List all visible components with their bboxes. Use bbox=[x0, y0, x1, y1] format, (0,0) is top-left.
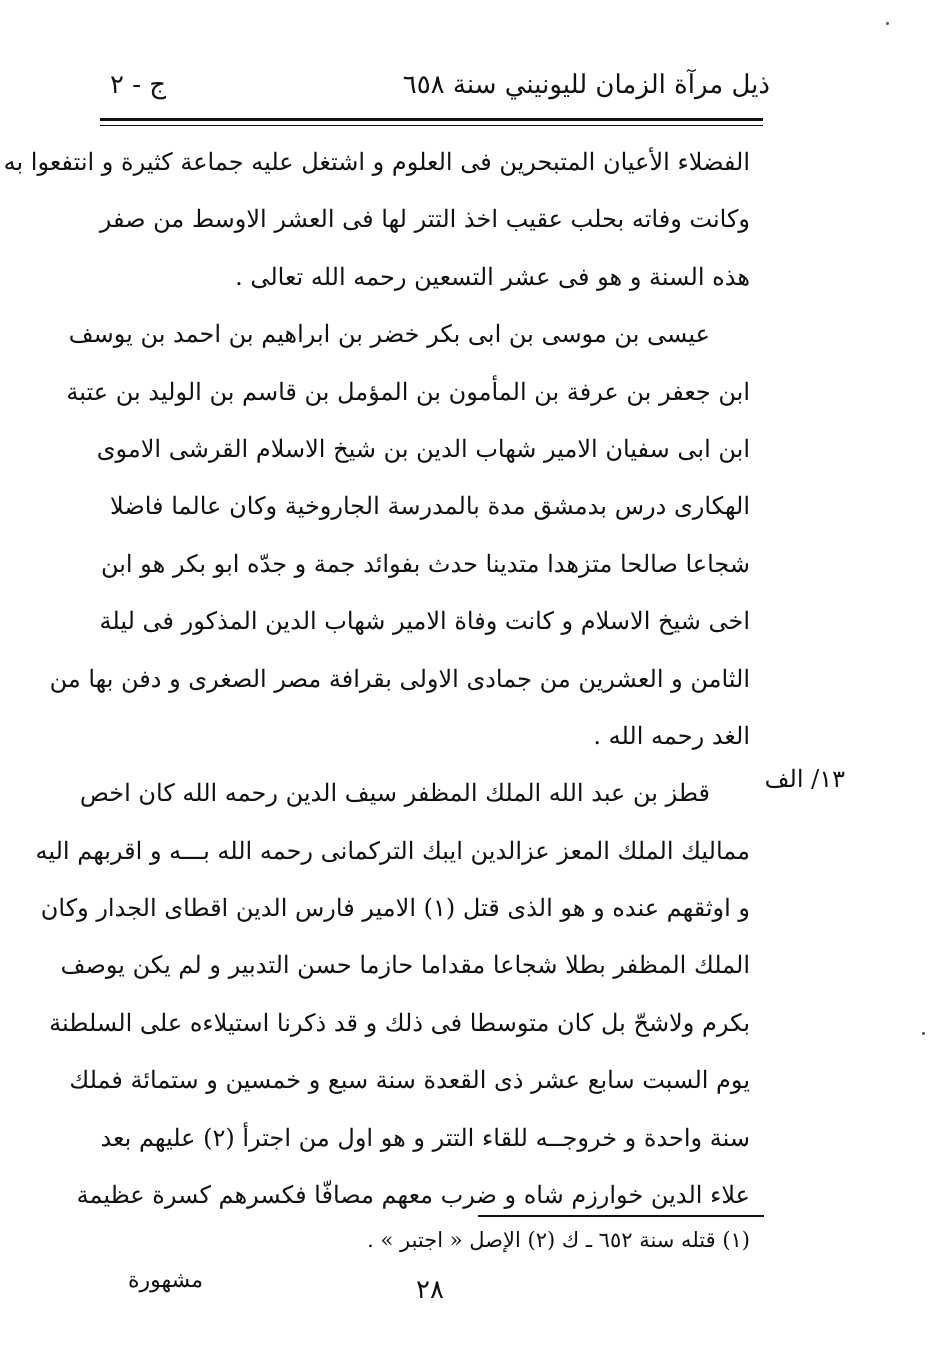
text-line: يوم السبت سابع عشر ذى القعدة سنة سبع و خمسين و ستمائة فملك bbox=[69, 1066, 750, 1095]
page-number: ٢٨ bbox=[416, 1275, 444, 1305]
header-rule-thin bbox=[100, 125, 763, 126]
text-line: وكانت وفاته بحلب عقيب اخذ التتر لها فى العشر الاوسط من صفر bbox=[99, 205, 750, 234]
footnote-rule bbox=[478, 1215, 764, 1217]
text-line: مماليك الملك المعز عزالدين ايبك التركمانى رحمه الله بـــه و اقربهم اليه bbox=[35, 836, 750, 865]
volume-indicator: ج - ٢ bbox=[110, 70, 167, 100]
text-line: اخى شيخ الاسلام و كانت وفاة الامير شهاب الدين المذكور فى ليلة bbox=[99, 607, 750, 636]
footnote: (١) قتله سنة ٦٥٢ ـ ك (٢) الإصل « اجتبر » . bbox=[367, 1228, 750, 1252]
text-line: عيسى بن موسى بن ابى بكر خضر بن ابراهيم بن احمد بن يوسف bbox=[68, 320, 710, 349]
running-title: ذيل مرآة الزمان لليونيني سنة ٦٥٨ bbox=[402, 70, 770, 100]
text-line: سنة واحدة و خروجــه للقاء التتر و هو اول من اجترأ (٢) عليهم بعد bbox=[100, 1123, 750, 1152]
paper-speck bbox=[886, 22, 889, 25]
text-line: الغد رحمه الله . bbox=[593, 721, 750, 750]
folio-margin-note: ١٣/ الف bbox=[764, 765, 845, 793]
text-line: الملك المظفر بطلا شجاعا مقداما حازما حسن التدبير و لم يكن يوصف bbox=[60, 951, 750, 980]
page-header bbox=[110, 70, 770, 110]
paper-speck bbox=[922, 1032, 925, 1035]
catchword: مشهورة bbox=[128, 1268, 204, 1293]
header-rule-thick bbox=[100, 118, 763, 121]
text-line: علاء الدين خوارزم شاه و ضرب معهم مصافّا فكسرهم كسرة عظيمة bbox=[76, 1181, 750, 1210]
text-line: الهكارى درس بدمشق مدة بالمدرسة الجاروخية وكان عالما فاضلا bbox=[110, 492, 750, 521]
text-line: بكرم ولاشحّ بل كان متوسطا فى ذلك و قد ذكرنا استيلاءه على السلطنة bbox=[49, 1008, 750, 1037]
main-text bbox=[3, 134, 750, 1224]
text-line: ابن ابى سفيان الامير شهاب الدين بن شيخ الاسلام القرشى الاموى bbox=[96, 434, 750, 463]
text-line: الفضلاء الأعيان المتبحرين فى العلوم و اشتغل عليه جماعة كثيرة و انتفعوا به bbox=[3, 148, 750, 176]
text-line: شجاعا صالحا متزهدا متدينا حدث بفوائد جمة و جدّه ابو بكر هو ابن bbox=[100, 549, 750, 578]
text-line: قطز بن عبد الله الملك المظفر سيف الدين رحمه الله كان اخص bbox=[79, 779, 710, 808]
text-line: هذه السنة و هو فى عشر التسعين رحمه الله تعالى . bbox=[235, 262, 750, 291]
text-line: و اوثقهم عنده و هو الذى قتل (١) الامير فارس الدين اقطاى الجدار وكان bbox=[40, 894, 750, 923]
text-line: ابن جعفر بن عرفة بن المأمون بن المؤمل بن قاسم بن الوليد بن عتبة bbox=[66, 377, 750, 406]
text-line: الثامن و العشرين من جمادى الاولى بقرافة مصر الصغرى و دفن بها من bbox=[49, 664, 750, 693]
